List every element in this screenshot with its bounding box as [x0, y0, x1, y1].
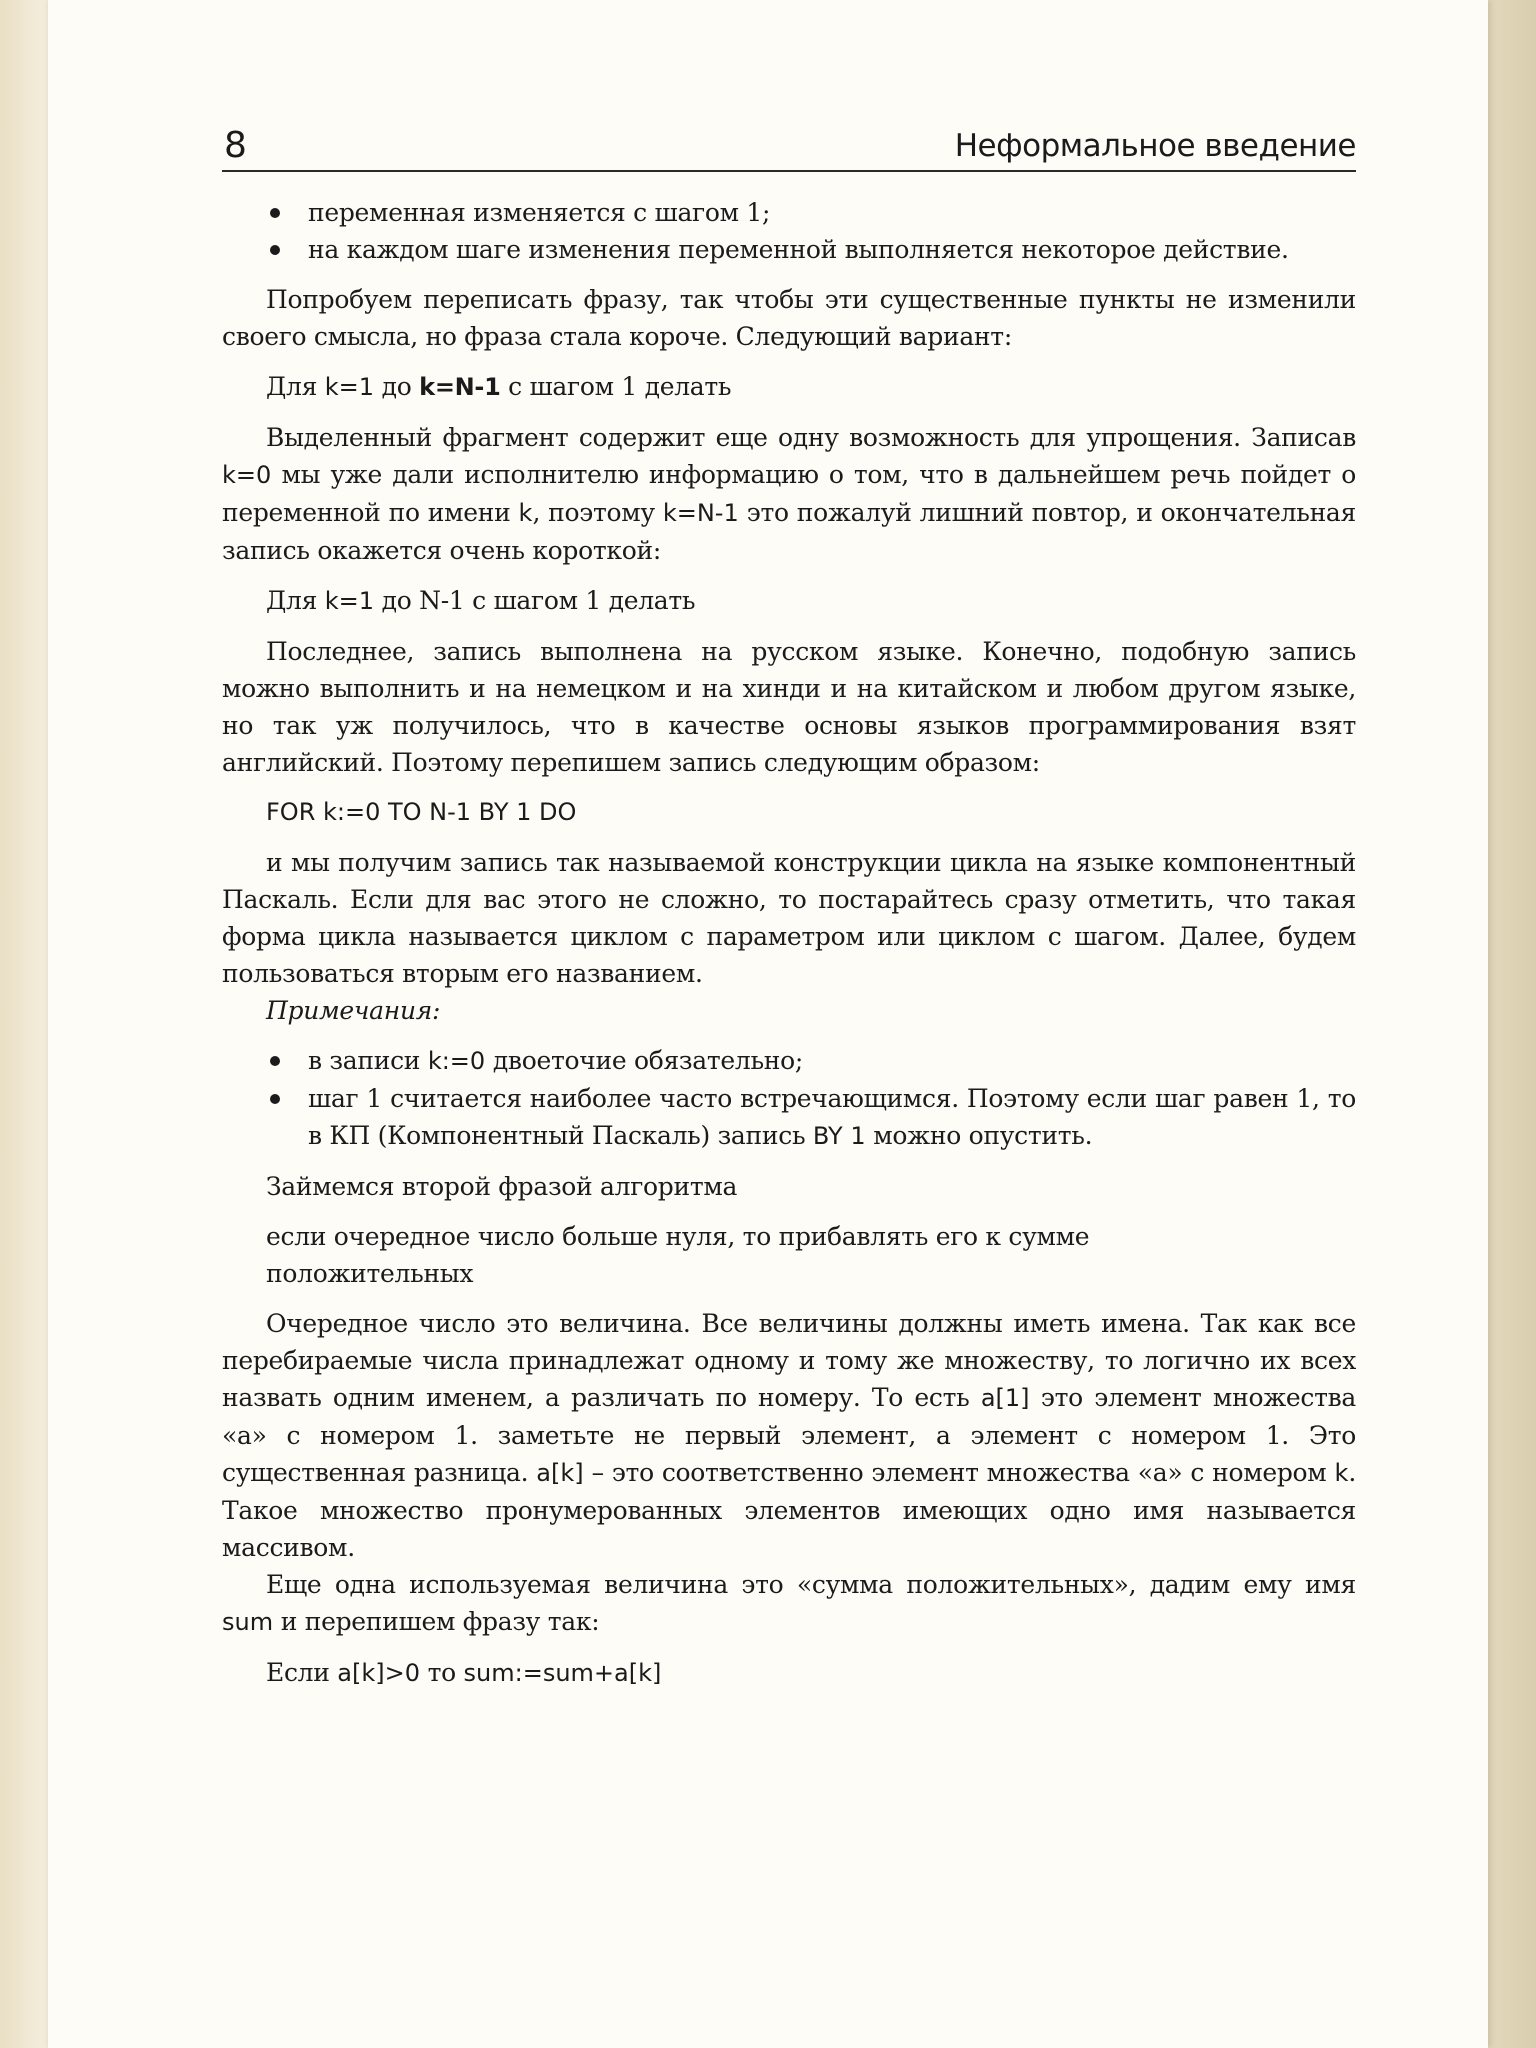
list-item: переменная изменяется с шагом 1; — [222, 194, 1356, 231]
bullet-icon — [270, 245, 280, 255]
paragraph-5: Займемся второй фразой алгоритма — [266, 1172, 738, 1201]
running-header — [222, 118, 1356, 172]
code-line-for-loop: FOR k:=0 TO N-1 BY 1 DO — [266, 798, 577, 826]
bullet-icon — [270, 208, 280, 218]
example-line-3: Если a[k]>0 то sum:=sum+a[k] — [266, 1658, 662, 1687]
chapter-title: Неформальное введение — [954, 128, 1356, 164]
bullet-list-top — [222, 194, 1356, 268]
list-item: на каждом шаге изменения переменной выполняется некоторое действие. — [222, 231, 1356, 268]
list-item: в записи k:=0 двоеточие обязательно; — [222, 1042, 1356, 1080]
bullet-icon — [270, 1056, 280, 1066]
paragraph-2: Выделенный фрагмент содержит еще одну возможность для упрощения. Записав k=0 мы уже дали исполнителю информацию о том, что в дальнейшем речь пойдет о переменной по имени k, поэтому k=N-1 это пожалуй лишний повтор, и окончательная запись окажется очень короткой: — [222, 423, 1357, 565]
list-item: шаг 1 считается наиболее часто встречающимся. Поэтому если шаг равен 1, то в КП (Компонентный Паскаль) запись BY 1 можно опустить. — [222, 1080, 1356, 1155]
bullet-icon — [270, 1094, 280, 1104]
paragraph-1: Попробуем переписать фразу, так чтобы эти существенные пункты не изменили своего смысла, но фраза стала короче. Следующий вариант: — [222, 285, 1356, 351]
notes-title: Примечания: — [266, 996, 441, 1025]
paragraph-7: Еще одна используемая величина это «сумма положительных», дадим ему имя sum и перепишем фразу так: — [222, 1570, 1356, 1636]
paragraph-3: Последнее, запись выполнена на русском языке. Конечно, подобную запись можно выполнить и на немецком и на хинди и на китайском и любом другом языке, но так уж получилось, что в качестве основы языков программирования взят английский. Поэтому перепишем запись следующим образом: — [222, 637, 1356, 777]
bullet-list-notes — [222, 1042, 1356, 1155]
paragraph-4: и мы получим запись так называемой конструкции цикла на языке компонентный Паскаль. Если для вас этого не сложно, то постарайтесь сразу отметить, что такая форма цикла называется циклом с параметром или циклом с шагом. Далее, будем пользоваться вторым его названием. — [222, 848, 1356, 988]
page-content — [222, 118, 1356, 1692]
paragraph-6: Очередное число это величина. Все величины должны иметь имена. Так как все перебираемые числа принадлежат одному и тому же множеству, то логично их всех назвать одним именем, а различать по номеру. То есть a[1] это элемент множества «а» с номером 1. заметьте не первый элемент, а элемент с номером 1. Это существенная разница. a[k] – это соответственно элемент множества «а» с номером k. Такое множество пронумерованных элементов имеющих одно имя называется массивом. — [222, 1309, 1357, 1562]
page-body — [222, 194, 1356, 1692]
example-line-2: Для k=1 до N-1 с шагом 1 делать — [266, 586, 696, 615]
example-line-1: Для k=1 до k=N-1 с шагом 1 делать — [266, 372, 732, 401]
page-number: 8 — [224, 125, 247, 166]
algorithm-quote: если очередное число больше нуля, то прибавлять его к сумме положительных — [266, 1222, 1090, 1288]
